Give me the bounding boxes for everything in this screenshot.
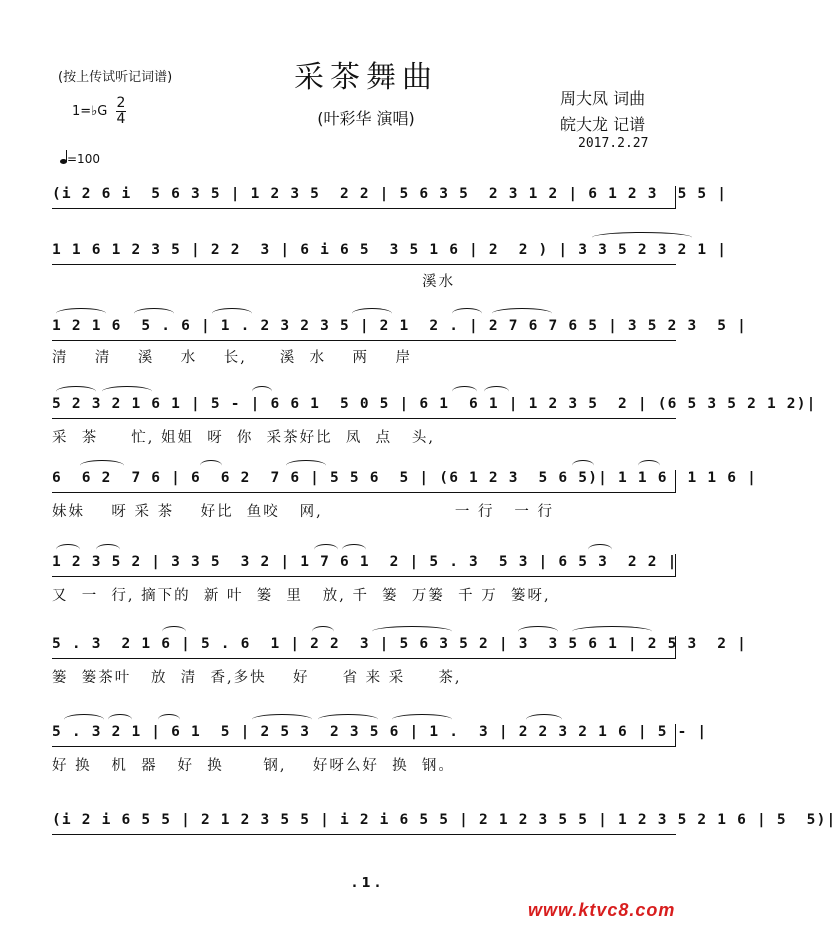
singer-credit: (叶彩华 演唱): [317, 109, 415, 128]
beam-line: [52, 658, 676, 659]
notation-line: (i 2 i 6 5 5 | 2 1 2 3 5 5 | i 2 i 6 5 5 | 2 1 2 3 5 5 | 1 2 3 5 2 1 6 | 5 5)|: [52, 812, 836, 828]
notation-line: 5 . 3 2 1 6 | 5 . 6 1 | 2 2 3 | 5 6 3 5 2 | 3 3 5 6 1 | 2 5 3 2 |: [52, 636, 748, 652]
lyric-line: 采 茶 忙, 姐姐 呀 你 采茶好比 凤 点 头,: [52, 430, 436, 446]
slur-mark: [592, 232, 692, 243]
slur-mark: [56, 386, 96, 397]
barline: [675, 554, 676, 576]
slur-mark: [372, 626, 452, 637]
slur-mark: [318, 714, 378, 725]
slur-mark: [392, 714, 452, 725]
slur-mark: [102, 386, 152, 397]
slur-mark: [200, 460, 222, 471]
slur-mark: [352, 308, 392, 319]
slur-mark: [572, 626, 652, 637]
slur-mark: [252, 386, 272, 397]
transcriber-credit: 皖大龙 记谱: [560, 115, 646, 134]
score-row: [52, 186, 728, 216]
song-title: 采茶舞曲: [294, 60, 438, 95]
beam-line: [52, 264, 676, 265]
slur-mark: [492, 308, 552, 319]
slur-mark: [162, 626, 186, 637]
notation-line: 5 . 3 2 1 | 6 1 5 | 2 5 3 2 3 5 6 | 1 . 3 | 2 2 3 2 1 6 | 5 - |: [52, 724, 708, 740]
site-watermark: www.ktvc8.com: [528, 900, 676, 920]
score-row: [52, 470, 758, 500]
lyric-line: 溪水: [52, 274, 456, 290]
meter-top: 2: [116, 95, 126, 111]
beam-line: [52, 576, 676, 577]
slur-mark: [638, 460, 660, 471]
slur-mark: [56, 544, 80, 555]
slur-mark: [518, 626, 558, 637]
beam-line: [52, 746, 676, 747]
slur-mark: [96, 544, 120, 555]
notation-line: 1 2 3 5 2 | 3 3 5 3 2 | 1 7 6 1 2 | 5 . 3 5 3 | 6 5 3 2 2 |: [52, 554, 678, 570]
notation-line: 5 2 3 2 1 6 1 | 5 - | 6 6 1 5 0 5 | 6 1 6 1 | 1 2 3 5 2 | (6 5 3 5 2 1 2)|: [52, 396, 817, 412]
slur-mark: [64, 714, 104, 725]
score-row: [52, 724, 708, 754]
lyric-line: 妹妹 呀 采 茶 好比 鱼咬 网, 一 行 一 行: [52, 504, 554, 520]
slur-mark: [134, 308, 174, 319]
notation-line: 6 6 2 7 6 | 6 6 2 7 6 | 5 5 6 5 | (6 1 2 3 5 6 5)| 1 1 6 1 1 6 |: [52, 470, 758, 486]
slur-mark: [484, 386, 509, 397]
slur-mark: [252, 714, 312, 725]
slur-mark: [158, 714, 180, 725]
tempo-value: =100: [67, 152, 100, 166]
lyricist-composer-credit: 周大凤 词曲: [560, 89, 646, 108]
slur-mark: [312, 626, 334, 637]
notation-line: (i 2 6 i 5 6 3 5 | 1 2 3 5 2 2 | 5 6 3 5 2 3 1 2 | 6 1 2 3 5 5 |: [52, 186, 728, 202]
beam-line: [52, 492, 676, 493]
tempo-marking: [60, 150, 100, 166]
score-row: [52, 812, 836, 842]
slur-mark: [342, 544, 366, 555]
slur-mark: [452, 308, 482, 319]
slur-mark: [212, 308, 252, 319]
slur-mark: [314, 544, 338, 555]
lyric-line: 好 换 机 器 好 换 钢, 好呀么好 换 钢。: [52, 758, 455, 774]
key-signature: 1=♭G: [72, 104, 108, 119]
meter-bottom: 4: [116, 111, 126, 127]
barline: [675, 636, 676, 658]
beam-line: [52, 208, 676, 209]
slur-mark: [588, 544, 612, 555]
barline: [675, 470, 676, 492]
barline: [675, 186, 676, 208]
slur-mark: [56, 308, 106, 319]
notation-line: 1 2 1 6 5 . 6 | 1 . 2 3 2 3 5 | 2 1 2 . | 2 7 6 7 6 5 | 3 5 2 3 5 |: [52, 318, 748, 334]
notation-line: 1 1 6 1 2 3 5 | 2 2 3 | 6 i 6 5 3 5 1 6 | 2 2 ) | 3 3 5 2 3 2 1 |: [52, 242, 728, 258]
page-number: . 1 .: [352, 876, 380, 891]
time-signature: [116, 96, 126, 127]
upload-note: (按上传试听记词谱): [58, 70, 173, 85]
barline: [675, 724, 676, 746]
slur-mark: [80, 460, 124, 471]
score-row: [52, 318, 748, 348]
score-row: [52, 396, 817, 426]
slur-mark: [286, 460, 326, 471]
slur-mark: [572, 460, 594, 471]
slur-mark: [108, 714, 132, 725]
lyric-line: 篓 篓茶叶 放 清 香,多快 好 省 来 采 茶,: [52, 670, 462, 686]
slur-mark: [526, 714, 562, 725]
lyric-line: 又 一 行, 摘下的 新 叶 篓 里 放, 千 篓 万篓 千 万 篓呀,: [52, 588, 551, 604]
score-row: [52, 554, 676, 584]
beam-line: [52, 418, 676, 419]
beam-line: [52, 340, 676, 341]
transcription-date: 2017.2.27: [578, 136, 649, 151]
score-row: [52, 636, 748, 666]
slur-mark: [452, 386, 477, 397]
lyric-line: 清 清 溪 水 长, 溪 水 两 岸: [52, 350, 412, 366]
beam-line: [52, 834, 676, 835]
score-row: [52, 242, 728, 272]
